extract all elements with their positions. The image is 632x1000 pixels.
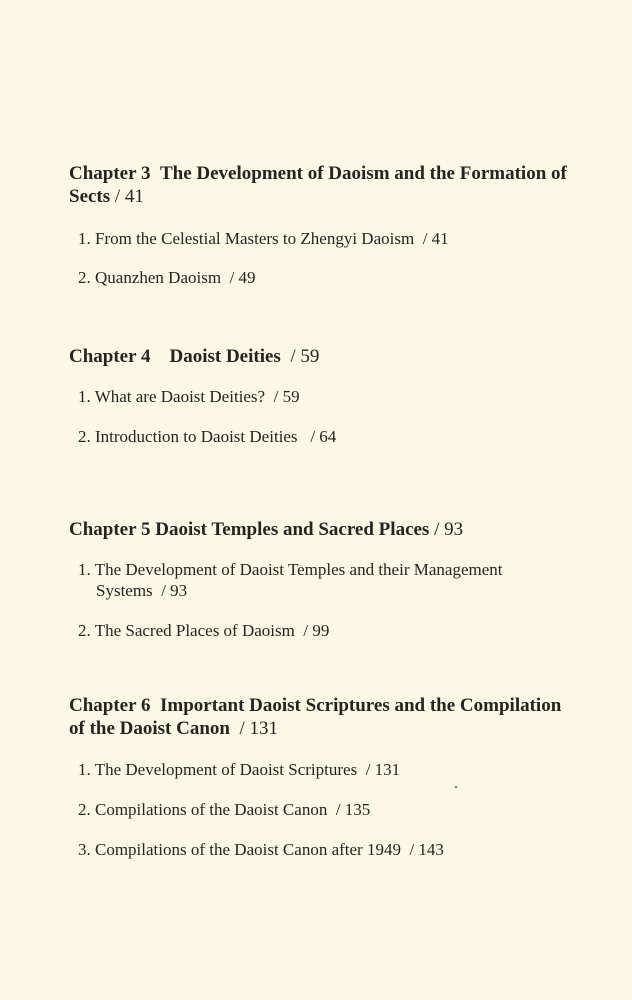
section-entry xyxy=(78,839,578,860)
section-continuation xyxy=(78,580,578,601)
chapter-page: / 59 xyxy=(290,346,320,367)
section-page: / 59 xyxy=(273,387,300,406)
chapter-heading xyxy=(69,694,609,740)
section-entry xyxy=(78,620,578,641)
chapter-label: Chapter 3 xyxy=(69,163,151,184)
chapter-heading xyxy=(69,345,609,368)
section-title: 1. From the Celestial Masters to Zhengyi Daoism xyxy=(78,229,415,248)
section-title: 1. What are Daoist Deities? xyxy=(78,387,266,406)
chapter-3 xyxy=(69,162,609,208)
section-entry xyxy=(78,759,578,780)
section-page: / 131 xyxy=(365,760,401,779)
section-page: / 49 xyxy=(229,268,256,287)
chapter-title-line1: The Development of Daoism and the Formation of xyxy=(159,163,567,184)
section-entry xyxy=(78,799,578,820)
section-title: 2. The Sacred Places of Daoism xyxy=(78,621,295,640)
chapter-heading xyxy=(69,518,609,541)
chapter-5 xyxy=(69,518,609,541)
section-title: 1. The Development of Daoist Scriptures xyxy=(78,760,358,779)
section-entry xyxy=(78,559,578,601)
section-title-continued: Systems xyxy=(96,581,153,600)
section-page: / 41 xyxy=(422,229,449,248)
section-entry xyxy=(78,386,578,407)
chapter-page: / 93 xyxy=(434,519,464,540)
chapter-6 xyxy=(69,694,609,740)
section-title: 2. Compilations of the Daoist Canon xyxy=(78,800,328,819)
chapter-title-line2: of the Daoist Canon xyxy=(69,718,230,739)
section-page: / 143 xyxy=(409,840,444,859)
section-entry xyxy=(78,426,578,447)
section-page: / 64 xyxy=(310,427,337,446)
section-title: 2. Introduction to Daoist Deities xyxy=(78,427,298,446)
chapter-title-line2: Sects xyxy=(69,186,111,207)
section-entry xyxy=(78,228,578,249)
chapter-title: Daoist Temples and Sacred Places xyxy=(155,519,430,540)
section-title: 1. The Development of Daoist Temples and their Management xyxy=(78,560,503,579)
section-page: / 99 xyxy=(303,621,330,640)
chapter-label: Chapter 5 xyxy=(69,519,151,540)
section-title: 2. Quanzhen Daoism xyxy=(78,268,222,287)
chapter-title-line1: Important Daoist Scriptures and the Compilation xyxy=(159,695,562,716)
section-page: / 93 xyxy=(161,581,188,600)
paper-speck xyxy=(455,786,457,788)
chapter-title: Daoist Deities xyxy=(169,346,281,367)
chapter-page: / 131 xyxy=(239,718,279,739)
section-title: 3. Compilations of the Daoist Canon after 1949 xyxy=(78,840,401,859)
chapter-4 xyxy=(69,345,609,368)
chapter-page: / 41 xyxy=(114,186,144,207)
chapter-label: Chapter 4 xyxy=(69,346,151,367)
section-page: / 135 xyxy=(335,800,371,819)
section-entry xyxy=(78,267,578,288)
chapter-label: Chapter 6 xyxy=(69,695,151,716)
chapter-heading xyxy=(69,162,609,208)
